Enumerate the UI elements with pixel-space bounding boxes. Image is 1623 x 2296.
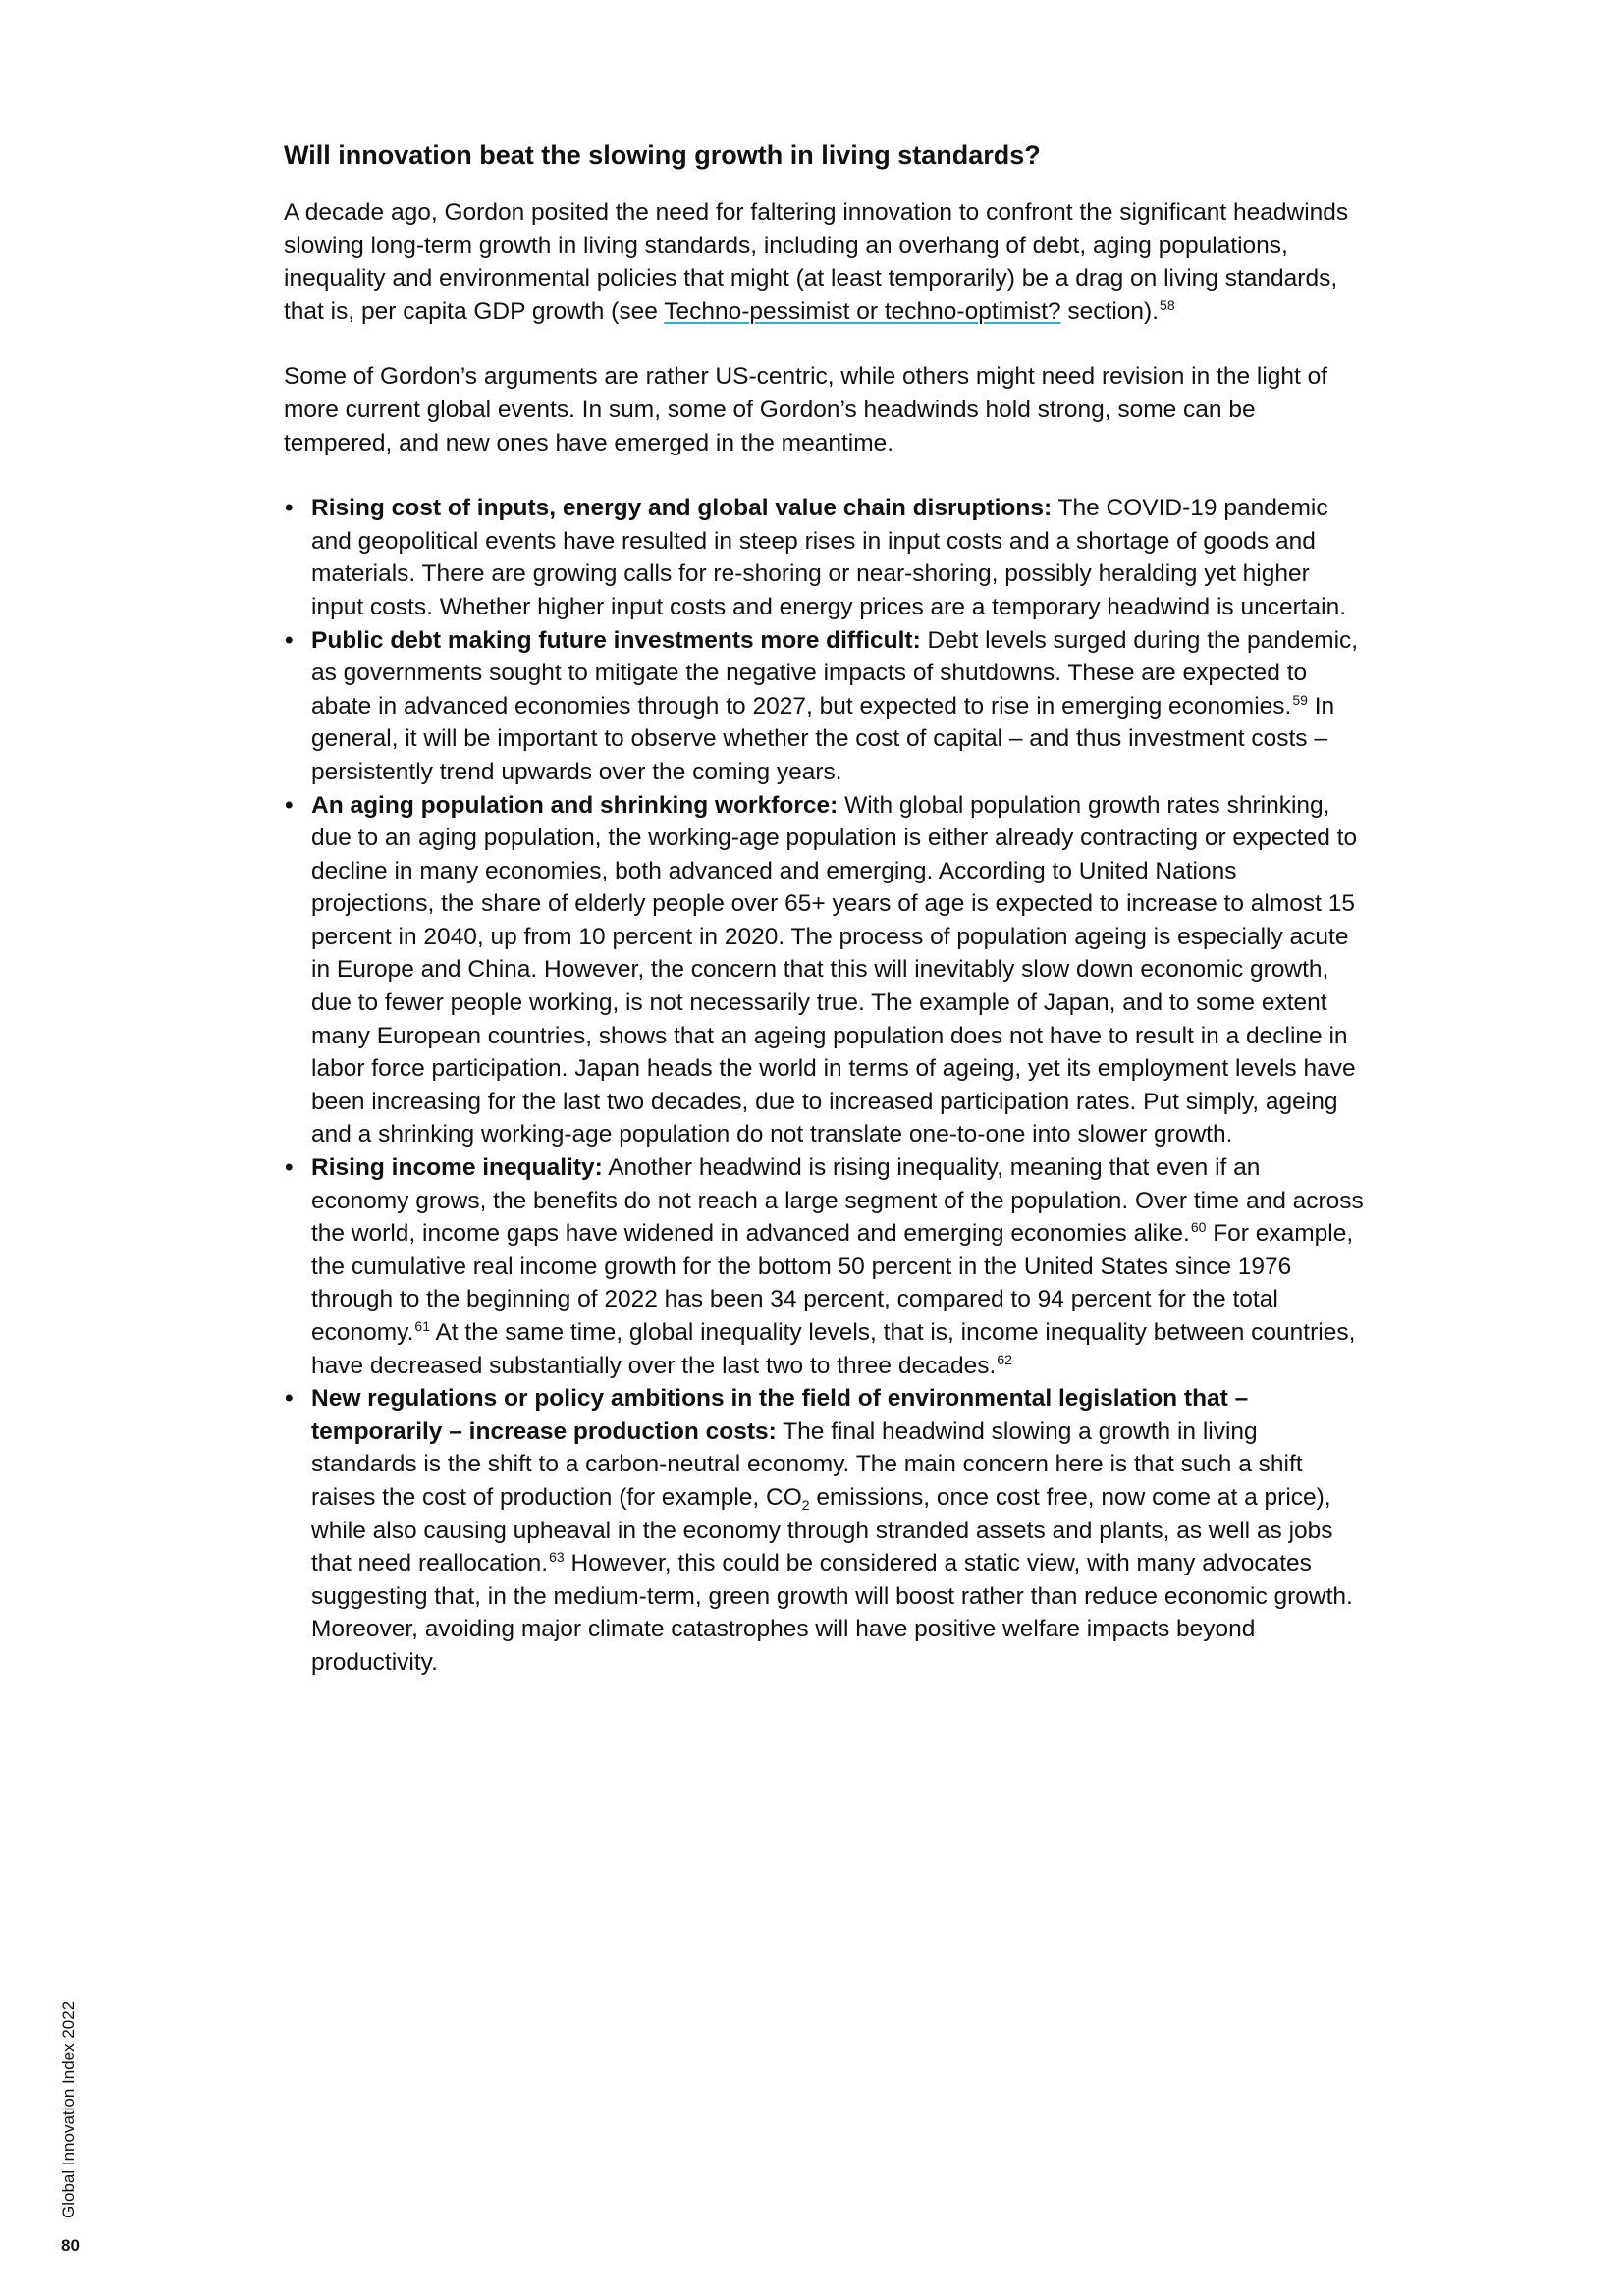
- footnote-ref[interactable]: 58: [1160, 296, 1175, 313]
- main-content: [284, 135, 1364, 1680]
- list-item-text: Another headwind is rising inequality, meaning that even if an economy grows, the benefits do not reach a large segment of the population. Over time and across the world, income gaps have widened in advanced and emerging economies alike.: [311, 1154, 1364, 1248]
- bullet-icon: •: [285, 495, 294, 522]
- paragraph-intro-tail: section).: [1060, 297, 1160, 325]
- list-item-text: The final headwind slowing a growth in living standards is the shift to a carbon-neutral economy. The main concern here is that such a shift raises the cost of production (for example, CO: [311, 1417, 1303, 1511]
- bullet-icon: •: [285, 791, 294, 819]
- list-item-text: Debt levels surged during the pandemic, as governments sought to mitigate the negative impacts of shutdowns. These are expected to abate in advanced economies through to 2027, but expected to rise in emerging economies.: [311, 626, 1359, 720]
- list-item-lead: Rising income inequality:: [311, 1154, 603, 1182]
- paragraph-gordon-arguments: Some of Gordon’s arguments are rather US-centric, while others might need revision in the light of more current global events. In sum, some of Gordon’s headwinds hold strong, some can be tempered, and new ones have emerged in the meantime.: [284, 363, 1328, 456]
- list-item-lead: Public debt making future investments more difficult:: [311, 626, 921, 654]
- subscript: 2: [801, 1496, 810, 1513]
- bullet-icon: •: [285, 1385, 294, 1413]
- footnote-ref[interactable]: 62: [997, 1351, 1012, 1367]
- list-item: [284, 1151, 1364, 1382]
- list-item: [284, 789, 1364, 1152]
- cross-reference-link[interactable]: Techno-pessimist or techno-optimist?: [664, 297, 1061, 325]
- bullet-icon: •: [285, 626, 294, 654]
- page-number: 80: [61, 2236, 80, 2255]
- list-item-text: With global population growth rates shrinking, due to an aging population, the working-age population is either already contracting or expected to decline in many economies, both advanced and emerging. According to United Nations projections, the share of elderly people over 65+ years of age is expected to increase to almost 15 percent in 2040, up from 10 percent in 2020. The process of population ageing is especially acute in Europe and China. However, the concern that this will inevitably slow down economic growth, due to fewer people working, is not necessarily true. The example of Japan, and to some extent many European countries, shows that an ageing population does not have to result in a decline in labor force participation. Japan heads the world in terms of ageing, yet its employment levels have been increasing for the last two decades, due to increased participation rates. Put simply, ageing and a shrinking working-age population do not translate one-to-one into slower growth.: [311, 791, 1358, 1148]
- footnote-ref[interactable]: 59: [1292, 691, 1308, 708]
- list-item-lead: New regulations or policy ambitions in the field of environmental legislation that – temporarily – increase production costs:: [311, 1385, 1249, 1445]
- footnote-ref[interactable]: 60: [1190, 1219, 1207, 1236]
- list-item: [284, 492, 1364, 623]
- bullet-icon: •: [285, 1154, 294, 1182]
- list-item-text: At the same time, global inequality levels, that is, income inequality between countries, have decreased substantially over the last two to three decades.: [311, 1319, 1356, 1379]
- section-title: Will innovation beat the slowing growth in living standards?: [284, 140, 1041, 170]
- paragraph-intro: [284, 196, 1364, 328]
- list-item-text: In general, it will be important to observe whether the cost of capital – and thus investment costs – persistently trend upwards over the coming years.: [311, 692, 1335, 785]
- footnote-ref[interactable]: 63: [549, 1549, 565, 1566]
- list-item-lead: An aging population and shrinking workforce:: [311, 791, 839, 819]
- publication-title: Global Innovation Index 2022: [59, 2001, 78, 2218]
- list-item-text: The COVID-19 pandemic and geopolitical events have resulted in steep rises in input costs and a shortage of goods and materials. There are growing calls for re-shoring or near-shoring, possibly heralding yet higher input costs. Whether higher input costs and energy prices are a temporary headwind is uncertain.: [311, 495, 1347, 620]
- list-item-text: For example, the cumulative real income growth for the bottom 50 percent in the United States since 1976 through to the beginning of 2022 has been 34 percent, compared to 94 percent for the total economy.: [311, 1220, 1354, 1346]
- headwinds-list: [284, 492, 1364, 1679]
- list-item-lead: Rising cost of inputs, energy and global value chain disruptions:: [311, 495, 1053, 522]
- list-item-text: However, this could be considered a static view, with many advocates suggesting that, in the medium-term, green growth will boost rather than reduce economic growth. Moreover, avoiding major climate catastrophes will have positive welfare impacts beyond productivity.: [311, 1550, 1353, 1676]
- footnote-ref[interactable]: 61: [414, 1318, 430, 1334]
- list-item: [284, 1382, 1364, 1679]
- list-item-text: emissions, once cost free, now come at a price), while also causing upheaval in the economy through stranded assets and plants, as well as jobs that need reallocation.: [311, 1483, 1333, 1577]
- list-item: [284, 624, 1364, 789]
- paragraph-intro-text: A decade ago, Gordon posited the need for faltering innovation to confront the significant headwinds slowing long-term growth in living standards, including an overhang of debt, aging populations, inequality and environmental policies that might (at least temporarily) be a drag on living standards, that is, per capita GDP growth (see: [284, 199, 1349, 325]
